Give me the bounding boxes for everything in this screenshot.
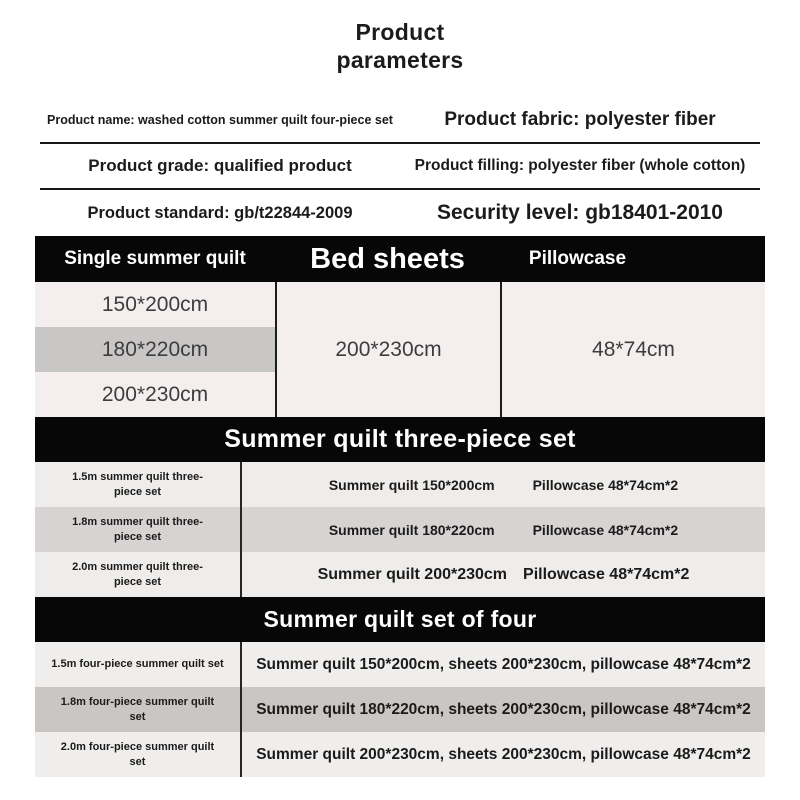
set-contents: Summer quilt 150*200cm, sheets 200*230cm, pillowcase 48*74cm*2 <box>256 655 751 673</box>
three-piece-row-2-label <box>35 507 240 552</box>
set-contents: Summer quilt 180*220cm, sheets 200*230cm, pillowcase 48*74cm*2 <box>256 700 751 718</box>
label-text: 1.8m summer quilt three-piece set <box>72 516 203 543</box>
label-text: 1.5m four-piece summer quilt set <box>51 658 224 671</box>
product-standard-value: Product standard: gb/t22844-2009 <box>87 203 353 222</box>
quilt-spec: Summer quilt 180*220cm <box>328 521 495 538</box>
product-fabric-value: Product fabric: polyester fiber <box>444 109 716 131</box>
three-piece-row-2-content <box>240 507 765 552</box>
three-piece-row-3-content <box>240 552 765 597</box>
three-piece-row-3-label <box>35 552 240 597</box>
quilt-spec: Summer quilt 150*200cm <box>328 476 495 493</box>
product-name-value: Product name: washed cotton summer quilt four-piece set <box>47 113 393 128</box>
product-grade-value: Product grade: qualified product <box>88 156 352 176</box>
four-piece-banner: Summer quilt set of four <box>35 597 765 642</box>
three-piece-row-3 <box>35 552 765 597</box>
four-piece-row-3-content <box>240 732 765 777</box>
four-piece-row-3 <box>35 732 765 777</box>
pillow-spec: Pillowcase 48*74cm*2 <box>532 476 679 493</box>
four-piece-row-2 <box>35 687 765 732</box>
four-piece-row-1-content <box>240 642 765 687</box>
info-row-grade-filling <box>40 144 760 190</box>
four-piece-row-3-label <box>35 732 240 777</box>
label-text: 1.8m four-piece summer quilt set <box>60 696 215 723</box>
four-piece-row-1-label <box>35 642 240 687</box>
quilt-size-option: 150*200cm <box>101 292 209 316</box>
three-piece-row-1 <box>35 462 765 507</box>
security-level-value: Security level: gb18401-2010 <box>436 201 723 225</box>
header-pillowcase: Pillowcase <box>528 248 627 270</box>
pillow-spec: Pillowcase 48*74cm*2 <box>532 521 679 538</box>
three-piece-banner: Summer quilt three-piece set <box>35 417 765 462</box>
set-contents: Summer quilt 200*230cm, sheets 200*230cm, pillowcase 48*74cm*2 <box>256 745 751 763</box>
page-title-line1: Product <box>355 19 445 45</box>
three-piece-row-2 <box>35 507 765 552</box>
single-quilt-size-column <box>35 282 275 417</box>
header-single-summer-quilt: Single summer quilt <box>64 248 246 270</box>
product-filling-value: Product filling: polyester fiber (whole cotton) <box>414 157 746 175</box>
size-table <box>35 236 765 777</box>
page-title <box>0 0 800 74</box>
pillow-spec: Pillowcase 48*74cm*2 <box>523 565 690 583</box>
size-table-header <box>35 236 765 282</box>
info-row-standard-security <box>40 190 760 236</box>
pillowcase-size-cell: 48*74cm <box>500 282 765 417</box>
size-table-body <box>35 282 765 417</box>
quilt-spec: Summer quilt 200*230cm <box>317 565 508 583</box>
page-title-line2: parameters <box>336 47 464 74</box>
info-section <box>40 98 760 236</box>
three-piece-row-1-label <box>35 462 240 507</box>
label-text: 1.5m summer quilt three-piece set <box>72 471 203 498</box>
header-bed-sheets: Bed sheets <box>310 242 465 275</box>
label-text: 2.0m summer quilt three-piece set <box>72 561 203 588</box>
four-piece-row-2-label <box>35 687 240 732</box>
bed-sheet-size-cell: 200*230cm <box>275 282 500 417</box>
four-piece-row-1 <box>35 642 765 687</box>
four-piece-row-2-content <box>240 687 765 732</box>
three-piece-row-1-content <box>240 462 765 507</box>
info-row-name-fabric <box>40 98 760 144</box>
label-text: 2.0m four-piece summer quilt set <box>60 741 215 768</box>
quilt-size-option: 200*230cm <box>101 382 209 406</box>
quilt-size-option-highlighted: 180*220cm <box>35 327 275 372</box>
